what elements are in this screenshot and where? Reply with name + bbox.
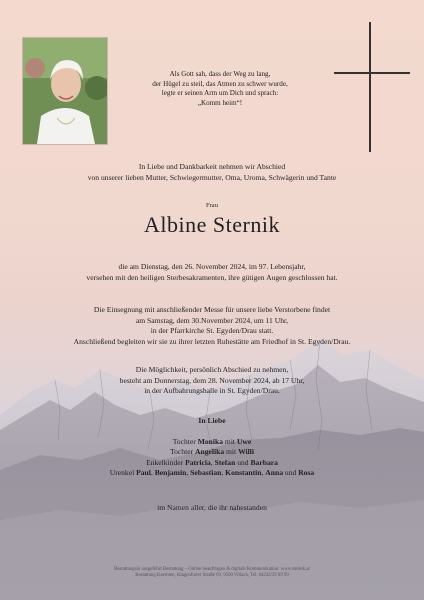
verse-line: legte er seinen Arm um Dich und sprach: <box>161 89 279 98</box>
closing-line: im Namen aller, die ihr nahestanden <box>157 503 267 512</box>
footer <box>0 567 424 579</box>
verse <box>120 70 320 108</box>
family-line-grandchildren: Enkelkinder Patricia, Stefan und Barbara <box>146 457 278 467</box>
farewell-line: in der Aufbahrungshalle in St. Egyden/Drau. <box>144 386 280 396</box>
death-line: versehen mit den heiligen Sterbesakramenten, ihre gütigen Augen geschlossen hat. <box>86 272 338 282</box>
family-section <box>0 416 424 479</box>
footer-line: Bestattungsin ausgeführt Bestattung – Online beauftragen & digitale Kommunikation: www.sternik.at <box>114 567 310 572</box>
family-line-daughter-1: Tochter Monika mit Uwe <box>172 436 252 446</box>
funeral-line: Die Einsegnung mit anschließender Messe für unsere liebe Verstorbene findet <box>93 305 331 314</box>
farewell-line: besteht am Donnerstag, dem 28. November 2024, ab 17 Uhr, <box>119 375 305 385</box>
intro <box>0 162 424 183</box>
funeral-line: Anschließend begleiten wir sie zu ihrer letzten Ruhestätte am Friedhof in St. Egyden/Drau. <box>73 336 351 346</box>
farewell-line: Die Möglichkeit, persönlich Abschied zu nehmen, <box>135 365 289 374</box>
funeral-line: am Samstag, dem 30.November 2024, um 11 Uhr, <box>135 315 289 325</box>
funeral-info <box>0 305 424 347</box>
verse-line: der Hügel zu steil, das Atmen zu schwer wurde, <box>152 79 288 88</box>
intro-line: von unserer lieben Mutter, Schwiegermutter, Oma, Uroma, Schwägerin und Tante <box>87 172 337 182</box>
cross-symbol <box>334 22 410 152</box>
family-line-daughter-2: Tochter Angelika mit Willi <box>170 447 254 457</box>
portrait-photo <box>22 37 108 145</box>
salutation: Frau <box>206 202 218 209</box>
funeral-line: in der Pfarrkirche St. Egyden/Drau statt. <box>150 326 274 336</box>
death-notice <box>0 262 424 283</box>
deceased-name: Albine Sternik <box>144 212 280 237</box>
verse-line: Als Gott sah, dass der Weg zu lang, <box>169 70 271 78</box>
intro-line: In Liebe und Dankbarkeit nehmen wir Abschied <box>138 162 286 171</box>
family-line-great-grandchildren: Urenkel Paul, Benjamin, Sebastian, Konstantin, Anna und Rosa <box>109 468 315 478</box>
death-line: die am Dienstag, den 26. November 2024, im 97. Lebensjahr, <box>118 262 306 271</box>
footer-line: Bestattung Kaernten, Klagenfurter Straße 69, 9500 Villach, Tel. 04242/29 99 99 <box>135 573 289 578</box>
verse-line: „Komm heim“! <box>197 98 243 107</box>
in-liebe-heading: In Liebe <box>198 416 226 425</box>
farewell-info <box>0 365 424 397</box>
